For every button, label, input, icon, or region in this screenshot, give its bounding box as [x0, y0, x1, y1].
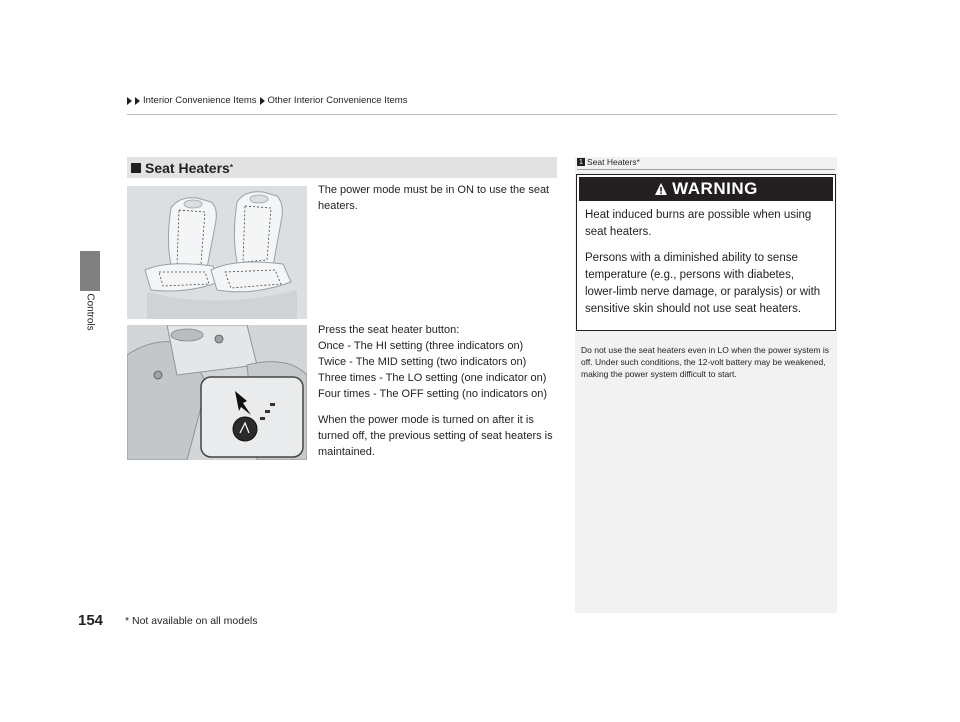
chapter-label: Controls [84, 293, 96, 331]
warning-paragraph: Persons with a diminished ability to sense temperature (e.g., persons with diabetes, lower-limb nerve damage, or paralysis) or with sensitive skin should not use seat heaters. [585, 252, 821, 315]
note-ref-number: 1 [577, 158, 585, 166]
setting-line: Three times - The LO setting (one indicator on) [318, 372, 547, 384]
breadcrumb-arrow-icon [127, 97, 132, 105]
header-divider [127, 114, 837, 115]
seats-icon [127, 186, 307, 319]
note-title [577, 157, 640, 167]
intro-text: The power mode must be in ON to use the seat heaters. [318, 184, 550, 212]
instructions [318, 322, 558, 460]
section-asterisk: * [229, 163, 233, 172]
console-icon [127, 325, 307, 460]
setting-line: Four times - The OFF setting (no indicators on) [318, 388, 548, 400]
breadcrumb-arrow-icon [135, 97, 140, 105]
note-title-asterisk: * [636, 157, 640, 167]
page-number: 154 [78, 612, 104, 629]
setting-line: Once - The HI setting (three indicators on) [318, 340, 524, 352]
seat-heater-button-illustration [127, 325, 307, 460]
warning-box [576, 174, 836, 331]
warning-body [577, 201, 835, 318]
press-heading: Press the seat heater button: [318, 324, 460, 336]
note-title-text: Seat Heaters [587, 157, 637, 167]
breadcrumb [127, 95, 407, 106]
breadcrumb-item[interactable]: Other Interior Convenience Items [267, 95, 408, 106]
seat-heater-zones-illustration [127, 186, 307, 319]
breadcrumb-item[interactable]: Interior Convenience Items [143, 95, 257, 106]
breadcrumb-arrow-icon [260, 97, 265, 105]
spacer [318, 402, 558, 412]
warning-triangle-icon [654, 182, 668, 196]
memory-note: When the power mode is turned on after it is turned off, the previous setting of seat heaters is maintained. [318, 414, 553, 458]
section-heading [127, 157, 557, 178]
warning-header [579, 177, 833, 201]
note-text: Do not use the seat heaters even in LO when the power system is off. Under such conditions, the 12-volt battery may be weakened, making the power system difficult to start. [581, 345, 830, 379]
section-square-icon [131, 163, 141, 173]
setting-line: Twice - The MID setting (two indicators on) [318, 356, 527, 368]
warning-heading: WARNING [672, 179, 758, 198]
chapter-tab [80, 251, 100, 291]
warning-paragraph: Heat induced burns are possible when using seat heaters. [585, 209, 812, 238]
section-title: Seat Heaters [145, 159, 230, 176]
note-divider [577, 169, 835, 170]
footnote: * Not available on all models [125, 615, 258, 627]
